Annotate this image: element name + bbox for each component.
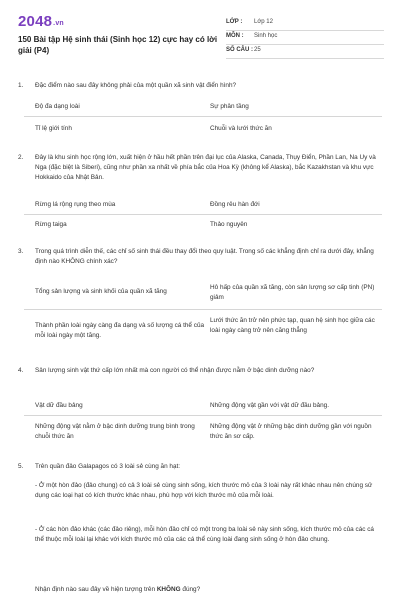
question-3-option-b: Hô hấp của quần xã tăng, còn sản lượng sơ cấp tinh (PN) giảm: [210, 284, 375, 301]
meta-grade: LỚP : Lớp 12: [226, 16, 384, 31]
divider: [24, 309, 382, 310]
document-title: 150 Bài tập Hệ sinh thái (Sinh học 12) cực hay có lời giải (P4): [18, 35, 218, 55]
divider: [24, 116, 382, 117]
question-2-option-b: Đồng rêu hàn đới: [210, 201, 260, 208]
divider: [24, 214, 382, 215]
logo-suffix: .vn: [53, 20, 64, 27]
question-1-option-d: Chuỗi và lưới thức ăn: [210, 125, 272, 132]
question-3-option-a: Tổng sản lượng và sinh khối của quần xã tăng: [35, 288, 167, 295]
meta-count: SỐ CÂU : 25: [226, 44, 384, 59]
page-header: [0, 0, 400, 62]
question-1-option-b: Sự phân tầng: [210, 103, 249, 110]
question-5-paragraph-2: - Ở các hòn đảo khác (các đảo riêng), mỗi hòn đảo chỉ có một trong ba loài sẻ này sinh sống, kích thước mỏ của các cá thể thuộc mỗi loài lại khác với kích thước mỏ của các cá thể cùng loài đang sinh sống ở hòn đảo chung.: [35, 526, 374, 543]
question-2-option-d: Thảo nguyên: [210, 221, 248, 228]
question-4-option-d: Những động vật ở những bậc dinh dưỡng gần với nguồn thức ăn sơ cấp.: [210, 423, 372, 440]
meta-subject: MÔN : Sinh học: [226, 30, 384, 45]
question-1-option-a: Độ đa dạng loài: [35, 103, 80, 110]
site-logo[interactable]: [18, 13, 64, 30]
question-5-prompt: Nhận định nào sau đây về hiện tượng trên KHÔNG đúng?: [35, 586, 201, 593]
question-1-option-c: Tỉ lệ giới tính: [35, 125, 72, 132]
document-page: 2048.vn 150 Bài tập Hệ sinh thái (Sinh học 12) cực hay có lời giải (P4) LỚP : Lớp 12 MÔN : Sinh học SỐ CÂU : 25 1. Đặc điểm nào sau đây không phải của một quần xã sinh vật điển hình? Độ đa dạng loài Sự phân tầng Tỉ lệ giới tính Chuỗi và lưới thức ăn 2. Đây là khu sinh học rộng lớn, xuất hiện ở hầu hết phần trên đại lục của Alaska, Canada, Thụy Điển, Phần Lan, Na Uy và Nga (đặc biệt là Siberi), cũng như phần xa nhất về phía bắc của Hoa Kỳ (không kể Alaska), bắc Kazakhstan và khu vực Hokkaido của Nhật Bản. Rừng lá rộng rụng theo mùa Đồng rêu hàn đới Rừng taiga Thảo nguyên 3. Trong quá trình diễn thế, các chỉ số sinh thái đều thay đổi theo quy luật. Trong số các khẳng định chỉ ra dưới đây, khẳng định nào KHÔNG chính xác? Tổng sản lượng và sinh khối của quần xã tăng Hô hấp của quần xã tăng, còn sản lượng sơ cấp tinh (PN) giảm Thành phần loài ngày càng đa dạng và số lượng cá thể của mỗi loài ngày một tăng. Lưới thức ăn trở nên phức tạp, quan hệ sinh học giữa các loài ngày càng trở nên căng thẳng 4. Sản lượng sinh vật thứ cấp lớn nhất mà con người có thể nhận được nằm ở bậc dinh dưỡng nào? Vật dữ đầu bảng Những động vật gần với vật dữ đầu bảng. Những động vật nằm ở bậc dinh dưỡng trung bình trong chuỗi thức ăn Những động vật ở những bậc dinh dưỡng gần với nguồn thức ăn sơ cấp. 5. Trên quần đảo Galapagos có 3 loài sẻ cùng ăn hạt: - Ở một hòn đảo (đảo chung) có cả 3 loài sẻ cùng sinh sống, kích thước mỏ của 3 loài này rất khác nhau nên chúng sử dụng các loại hạt có kích thước khác nhau, phù hợp với kích thước mỏ của mỗi loài. - Ở các hòn đảo khác (các đảo riêng), mỗi hòn đảo chỉ có một trong ba loài sẻ này sinh sống, kích thước mỏ của các cá thể thuộc mỗi loài lại khác với kích thước mỏ của các cá thể cùng loài đang sinh sống ở hòn đảo chung. Nhận định nào sau đây về hiện tượng trên KHÔNG đúng?: [0, 0, 400, 600]
question-5-paragraph-1: - Ở một hòn đảo (đảo chung) có cả 3 loài sẻ cùng sinh sống, kích thước mỏ của 3 loài này rất khác nhau nên chúng sử dụng các loại hạt có kích thước khác nhau, phù hợp với kích thước mỏ của mỗi loài.: [35, 482, 373, 499]
question-4-option-a: Vật dữ đầu bảng: [35, 402, 83, 409]
question-4-option-b: Những động vật gần với vật dữ đầu bảng.: [210, 402, 329, 409]
question-3-option-c: Thành phần loài ngày càng đa dạng và số lượng cá thể của mỗi loài ngày một tăng.: [35, 322, 205, 339]
question-3-option-d: Lưới thức ăn trở nên phức tạp, quan hệ sinh học giữa các loài ngày càng trở nên căng thẳng: [210, 317, 375, 334]
question-2-option-a: Rừng lá rộng rụng theo mùa: [35, 201, 116, 208]
question-4-option-c: Những động vật nằm ở bậc dinh dưỡng trung bình trong chuỗi thức ăn: [35, 423, 195, 440]
divider: [24, 415, 382, 416]
logo-text: 2048: [18, 13, 53, 30]
question-2-option-c: Rừng taiga: [35, 221, 67, 228]
